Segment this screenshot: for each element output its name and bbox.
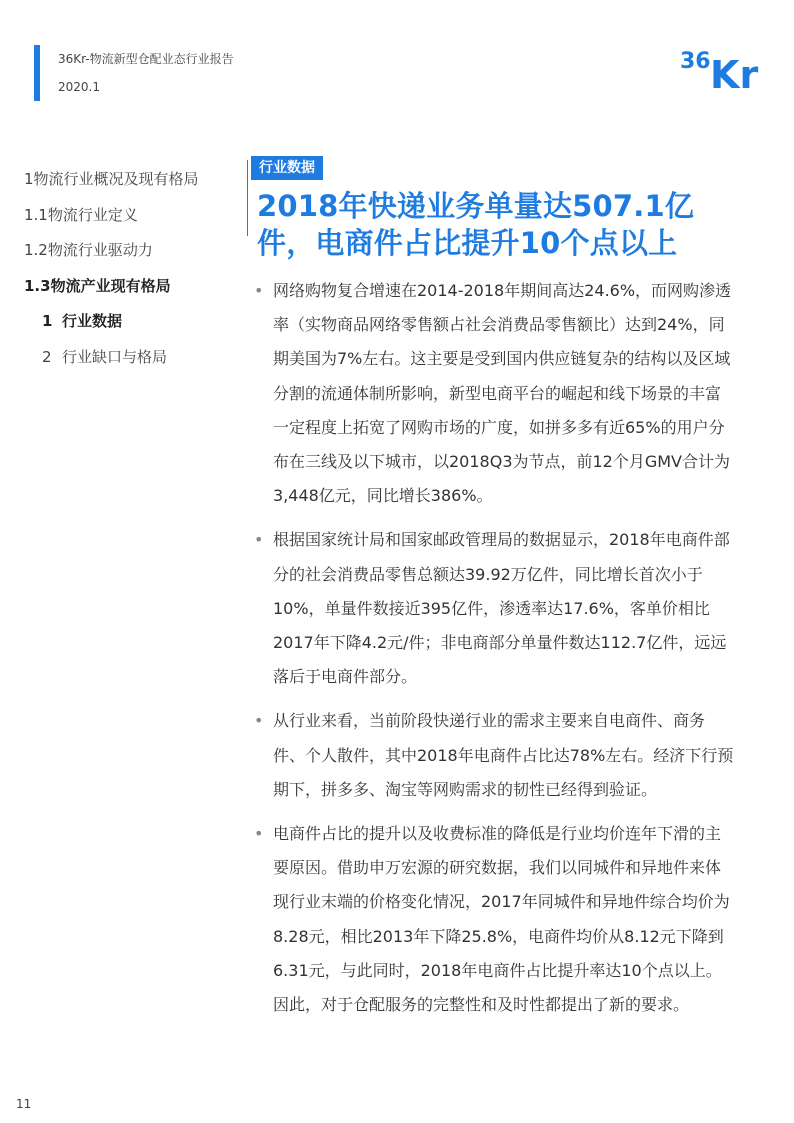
- page-number: 11: [16, 1097, 32, 1111]
- bullet-icon: •: [254, 530, 264, 550]
- bullet-icon: •: [254, 711, 264, 731]
- 36kr-logo: [680, 40, 764, 92]
- paragraph-3: [254, 704, 734, 807]
- svg-text:36: 36: [680, 49, 711, 74]
- header-accent-bar: [34, 45, 40, 101]
- report-date: 2020.1: [58, 80, 100, 94]
- section-tag: 行业数据: [251, 156, 323, 180]
- bullet-icon: •: [254, 824, 264, 844]
- paragraph-text: 电商件占比的提升以及收费标准的降低是行业均价连年下滑的主要原因。借助申万宏源的研究数据，我们以同城件和异地件来体现行业末端的价格变化情况，2017年同城件和异地件综合均价为8.28元，相比2013年下降25.8%，电商件均价从8.12元下降到6.31元，与此同时，2018年电商件占比提升率达10个点以上。因此，对于仓配服务的完整性和及时性都提出了新的要求。: [273, 824, 730, 1015]
- section-headline: 2018年快递业务单量达507.1亿件，电商件占比提升10个点以上: [257, 189, 695, 260]
- svg-text:Kr: Kr: [710, 53, 759, 92]
- bullet-icon: •: [254, 281, 264, 300]
- toc-item-industry-data[interactable]: 1 行业数据: [24, 308, 234, 344]
- toc-item-1-2[interactable]: 1.2物流行业驱动力: [24, 241, 153, 259]
- toc-item-chapter-1[interactable]: 1物流行业概况及现有格局: [24, 170, 199, 188]
- paragraph-text: 从行业来看，当前阶段快递行业的需求主要来自电商件、商务件、个人散件，其中2018年电商件占比达78%左右。经济下行预期下，拼多多、淘宝等网购需求的韧性已经得到验证。: [273, 711, 734, 799]
- toc-item-industry-gap[interactable]: 2 行业缺口与格局: [24, 344, 234, 380]
- toc-item-1-3[interactable]: 1.3物流产业现有格局: [24, 276, 171, 295]
- paragraph-4: [254, 817, 734, 1022]
- report-title: 36Kr-物流新型仓配业态行业报告: [58, 52, 234, 66]
- section-divider-line: [247, 160, 248, 236]
- toc-item-1-1[interactable]: 1.1物流行业定义: [24, 205, 138, 224]
- toc-item-number: 1: [42, 312, 53, 330]
- toc-item-number: 2: [42, 347, 52, 366]
- paragraph-text: 网络购物复合增速在2014-2018年期间高达24.6%，而网购渗透率（实物商品网络零售额占社会消费品零售额比）达到24%，同期美国为7%左右。这主要是受到国内供应链复杂的结构以及区域分割的流通体制所影响，新型电商平台的崛起和线下场景的丰富一定程度上拓宽了网购市场的广度，如拼多多有近65%的用户分布在三线及以下城市，以2018Q3为节点，前12个月GMV合计为3,448亿元，同比增长386%。: [273, 281, 732, 506]
- paragraph-2: [254, 523, 734, 694]
- table-of-contents: [24, 166, 234, 379]
- paragraph-text: 根据国家统计局和国家邮政管理局的数据显示，2018年电商件部分的社会消费品零售总额达39.92万亿件，同比增长首次小于10%，单量件数接近395亿件，渗透率达17.6%，客单价相比2017年下降4.2元/件；非电商部分单量件数达112.7亿件，远远落后于电商件部分。: [273, 530, 730, 687]
- paragraph-1: [254, 274, 734, 513]
- body-content: [254, 274, 734, 1032]
